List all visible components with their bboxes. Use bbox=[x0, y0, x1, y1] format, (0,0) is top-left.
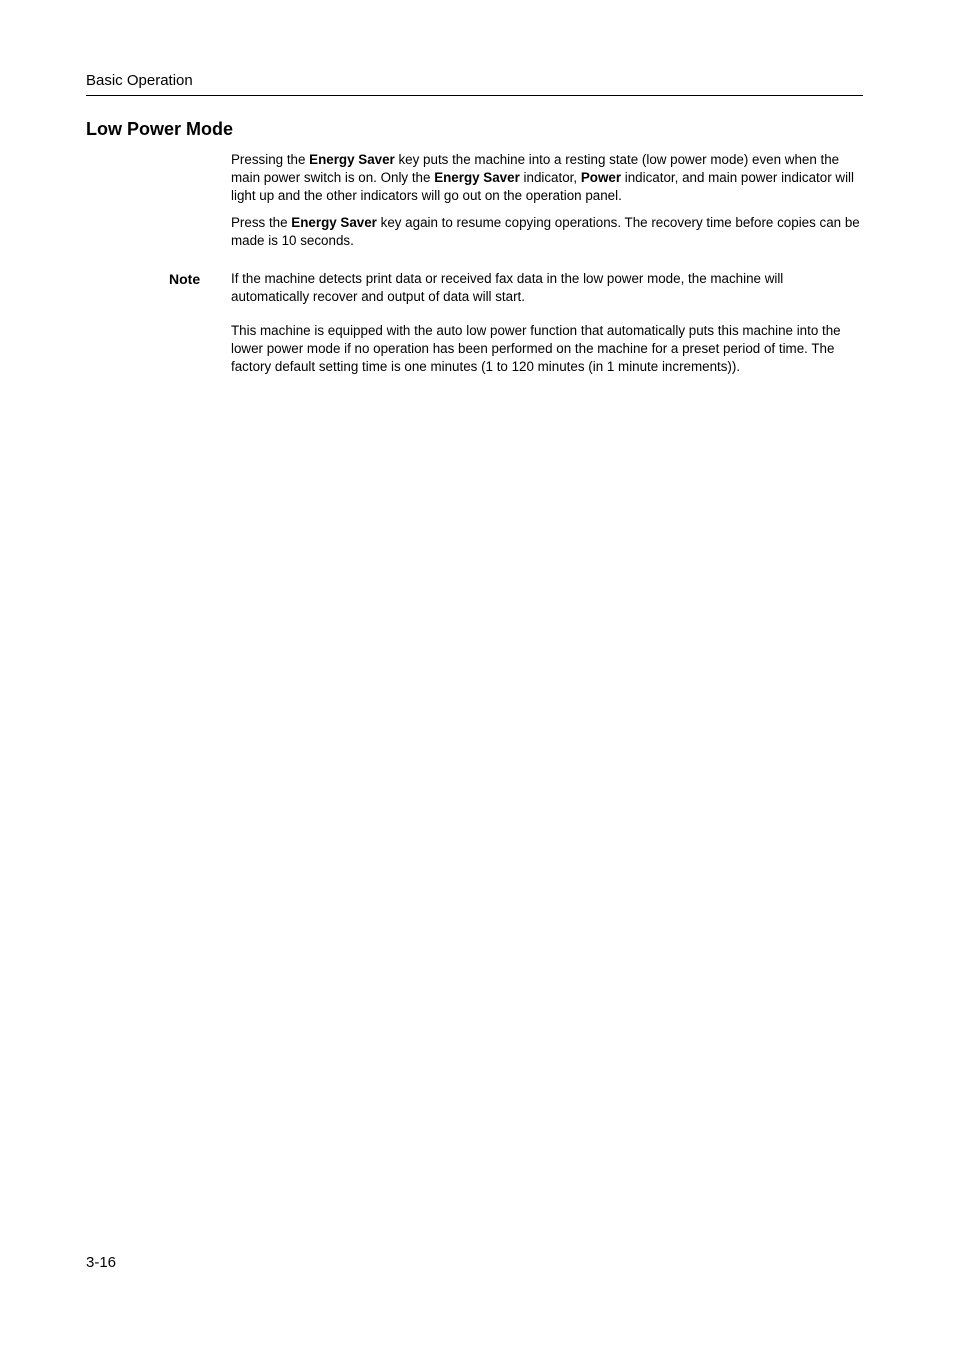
paragraph-resume bbox=[231, 214, 863, 250]
key-name-energy-saver: Energy Saver bbox=[291, 215, 377, 230]
paragraph-text: indicator, and main power indicator will light up and the other indicators will go out on the operation panel. bbox=[231, 170, 854, 203]
section-title: Low Power Mode bbox=[86, 119, 234, 139]
header-rule bbox=[86, 95, 863, 96]
paragraph-energy-saver bbox=[231, 151, 863, 205]
paragraph-text: key puts the machine into a resting state (low power mode) even when the main power switch is on. Only the bbox=[231, 152, 840, 185]
paragraph-text: Press the bbox=[231, 215, 292, 230]
indicator-name-power: Power bbox=[580, 170, 622, 185]
note-label: Note bbox=[169, 271, 201, 287]
running-header: Basic Operation bbox=[86, 72, 193, 89]
page-number: 3-16 bbox=[86, 1254, 117, 1271]
indicator-name-energy-saver: Energy Saver bbox=[434, 170, 520, 185]
note-item: If the machine detects print data or received fax data in the low power mode, the machine will automatically recover and output of data will start. bbox=[231, 271, 784, 304]
key-name-energy-saver: Energy Saver bbox=[309, 152, 395, 167]
paragraph-text: key again to resume copying operations. The recovery time before copies can be made is 10 seconds. bbox=[231, 215, 860, 248]
paragraph-text: indicator, bbox=[519, 170, 581, 185]
paragraph-text: Pressing the bbox=[231, 152, 310, 167]
note-item: This machine is equipped with the auto low power function that automatically puts this machine into the lower power mode if no operation has been performed on the machine for a preset period of time. The factory default setting time is one minutes (1 to 120 minutes (in 1 minute increments)). bbox=[231, 323, 841, 374]
